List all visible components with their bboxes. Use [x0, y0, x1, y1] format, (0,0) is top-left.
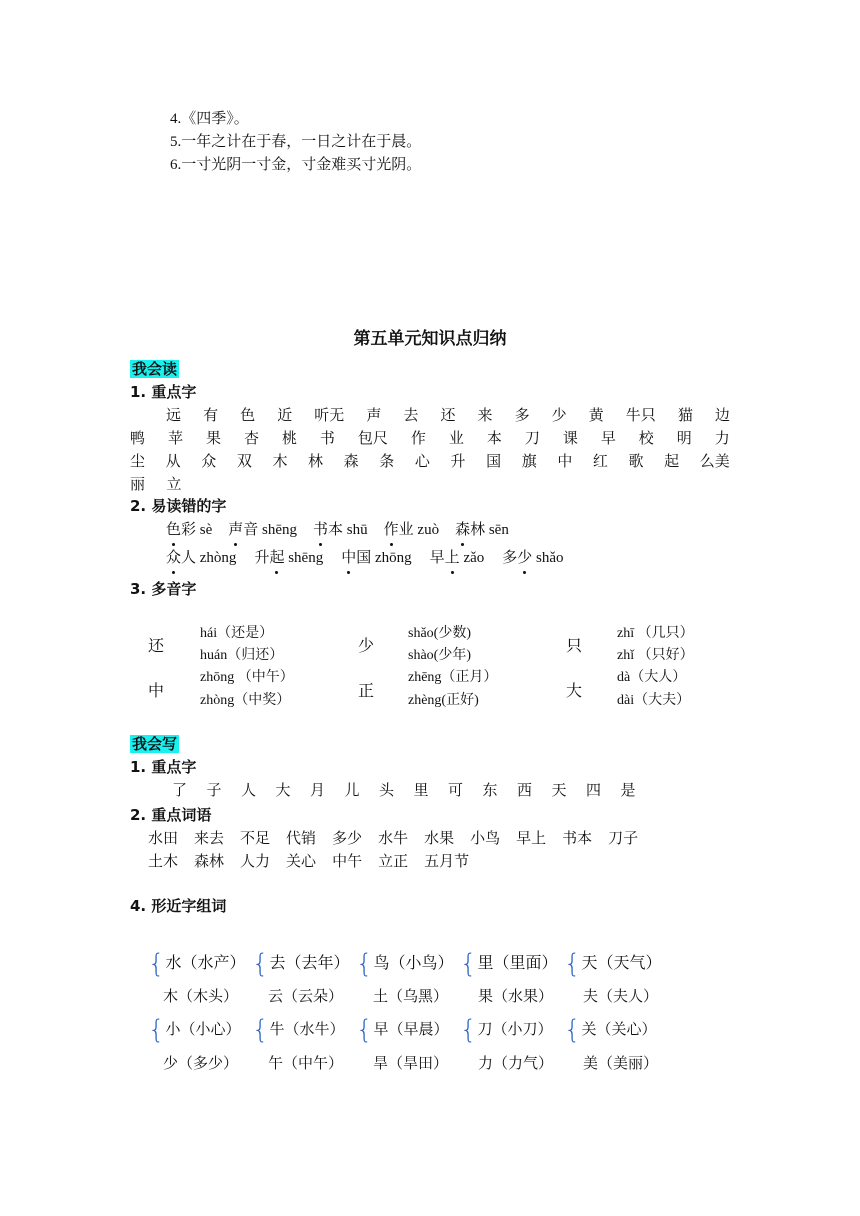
easy-row-1 [166, 518, 525, 539]
brace-icon: { [252, 949, 269, 979]
poly-reading: shào(少年) [408, 648, 471, 663]
easy-item [455, 518, 509, 539]
read-char: 森 [343, 454, 359, 470]
write-key-heading: 1. 重点字 [130, 758, 197, 776]
dotted-char: 森 [455, 518, 470, 539]
write-section-tag [130, 733, 179, 754]
read-char: 果 [205, 431, 221, 447]
read-key-heading: 1. 重点字 [130, 383, 197, 401]
write-char: 头 [379, 783, 395, 799]
brace-icon: { [252, 1015, 269, 1045]
write-char: 东 [482, 783, 498, 799]
word-item: 五月节 [424, 854, 470, 870]
read-char: 作 [410, 431, 426, 447]
read-char: 业 [448, 431, 464, 447]
easy-pinyin: shēng [284, 550, 324, 566]
shape-heading: 4. 形近字组词 [130, 897, 227, 915]
read-char: 木 [272, 454, 288, 470]
poly-heading: 3. 多音字 [130, 580, 197, 598]
shape-cell [583, 1052, 688, 1073]
brace-icon: { [460, 1015, 477, 1045]
shape-cell [583, 985, 688, 1006]
write-key-chars [172, 779, 655, 800]
write-char: 里 [413, 783, 429, 799]
read-char: 书 [319, 431, 335, 447]
brace-icon: { [356, 1015, 373, 1045]
shape-cell [356, 1015, 460, 1045]
read-char: 鸭 [130, 431, 146, 447]
shape-row-2 [163, 985, 688, 1006]
easy-item [166, 546, 236, 567]
write-char: 可 [448, 783, 464, 799]
read-section-tag [130, 358, 179, 379]
word-item: 代销 [286, 831, 317, 847]
shape-word: 午（中午） [268, 1056, 344, 1072]
shape-word: 少（多少） [163, 1056, 239, 1072]
read-char: 声 [366, 408, 382, 424]
read-char: 牛只 [625, 408, 656, 424]
read-char: 还 [440, 408, 456, 424]
poly-reading: shǎo(少数) [408, 626, 471, 641]
read-char: 校 [638, 431, 654, 447]
write-char: 四 [586, 783, 602, 799]
word-item: 早上 [516, 831, 547, 847]
word-item: 来去 [194, 831, 225, 847]
dotted-char: 书 [313, 518, 328, 539]
poly-reading: zhèng(正好) [408, 693, 479, 708]
read-char: 桃 [281, 431, 297, 447]
read-char: 从 [165, 454, 181, 470]
read-row-4 [130, 473, 182, 494]
word-item: 人力 [240, 854, 271, 870]
shape-word: 早（早晨） [373, 1022, 449, 1038]
poly-reading: zhǐ （只好） [617, 648, 694, 663]
write-char: 儿 [344, 783, 360, 799]
read-char: 条 [379, 454, 395, 470]
read-char: 有 [203, 408, 219, 424]
shape-word: 果（水果） [478, 989, 554, 1005]
read-char: 尘 [130, 454, 146, 470]
shape-row-4 [163, 1052, 688, 1073]
write-tag-label: 我会写 [132, 735, 178, 753]
dotted-char: 少 [517, 546, 532, 567]
shape-word: 夫（夫人） [583, 989, 659, 1005]
read-char: 包尺 [357, 431, 388, 447]
brace-icon: { [356, 949, 373, 979]
word-item: 森林 [194, 854, 225, 870]
easy-item [228, 518, 297, 539]
easy-pinyin: zǎo [459, 550, 485, 566]
read-char: 众 [201, 454, 217, 470]
shape-word: 关（关心） [581, 1022, 657, 1038]
read-char: 课 [562, 431, 578, 447]
write-char: 月 [310, 783, 326, 799]
read-char: 国 [486, 454, 502, 470]
poly-reading: zhī （几只） [617, 626, 694, 641]
shape-word: 牛（水牛） [269, 1022, 345, 1038]
easy-pinyin: 人 zhòng [181, 550, 237, 566]
poly-reading: zhōng （中午） [200, 670, 294, 685]
shape-cell [148, 1015, 252, 1045]
shape-cell [564, 1015, 668, 1045]
word-item: 关心 [286, 854, 317, 870]
word-item: 水牛 [378, 831, 409, 847]
shape-word: 小（小心） [165, 1022, 241, 1038]
write-char: 天 [551, 783, 567, 799]
easy-text: 升 [254, 550, 270, 566]
easy-row-2 [166, 546, 582, 567]
word-item: 小鸟 [470, 831, 501, 847]
easy-pinyin: 业 zuò [398, 522, 440, 538]
shape-cell [373, 1052, 478, 1073]
shape-cell [460, 949, 564, 979]
easy-item [254, 546, 323, 567]
shape-word: 旱（旱田） [373, 1056, 449, 1072]
read-char: 明 [676, 431, 692, 447]
top-item-5: 5.一年之计在于春，一日之计在于晨。 [170, 134, 422, 150]
read-char: 林 [308, 454, 324, 470]
read-char: 歌 [628, 454, 644, 470]
shape-cell [252, 949, 356, 979]
words-heading: 2. 重点词语 [130, 806, 212, 824]
read-char: 红 [592, 454, 608, 470]
easy-item [166, 518, 212, 539]
shape-word: 刀（小刀） [477, 1022, 553, 1038]
read-char: 心 [414, 454, 430, 470]
shape-word: 力（力气） [478, 1056, 554, 1072]
read-char: 少 [551, 408, 567, 424]
write-char: 人 [241, 783, 257, 799]
poly-char: 中 [148, 683, 165, 700]
easy-text: 早 [429, 550, 445, 566]
word-item: 中午 [332, 854, 363, 870]
word-item: 刀子 [608, 831, 639, 847]
read-char: 早 [600, 431, 616, 447]
top-item-6: 6.一寸光阴一寸金，寸金难买寸光阴。 [170, 157, 422, 173]
poly-reading: zhēng（正月） [408, 670, 498, 685]
write-char: 是 [620, 783, 636, 799]
read-char: 黄 [588, 408, 604, 424]
easy-pinyin: 本 shū [328, 522, 368, 538]
read-row-3 [130, 450, 730, 471]
read-char: 升 [450, 454, 466, 470]
read-row-1 [166, 404, 730, 425]
shape-word: 天（天气） [581, 955, 662, 972]
word-item: 书本 [562, 831, 593, 847]
shape-cell [148, 949, 252, 979]
write-char: 子 [206, 783, 222, 799]
word-item: 立正 [378, 854, 409, 870]
poly-reading: huán（归还） [200, 648, 284, 663]
read-char: 旗 [521, 454, 537, 470]
dotted-char: 上 [445, 546, 460, 567]
dotted-char: 声 [228, 518, 243, 539]
shape-cell [356, 949, 460, 979]
shape-cell [252, 1015, 356, 1045]
easy-item [341, 546, 411, 567]
shape-word: 土（乌黑） [373, 989, 449, 1005]
read-char: 边 [714, 408, 730, 424]
read-tag-label: 我会读 [132, 360, 178, 378]
shape-cell [268, 1052, 373, 1073]
dotted-char: 众 [166, 546, 181, 567]
word-item: 不足 [240, 831, 271, 847]
easy-item [313, 518, 368, 539]
poly-reading: zhòng（中奖） [200, 693, 291, 708]
shape-word: 里（里面） [477, 955, 558, 972]
read-char: 去 [403, 408, 419, 424]
read-char: 苹 [167, 431, 183, 447]
shape-word: 鸟（小鸟） [373, 955, 454, 972]
brace-icon: { [564, 1015, 581, 1045]
write-char: 了 [172, 783, 188, 799]
read-char: 丽 [130, 477, 146, 493]
read-char: 听无 [314, 408, 345, 424]
brace-icon: { [148, 1015, 165, 1045]
dotted-char: 起 [269, 546, 284, 567]
shape-word: 水（水产） [165, 955, 246, 972]
poly-char: 少 [358, 638, 375, 655]
poly-reading: dà（大人） [617, 670, 687, 685]
poly-char: 只 [566, 638, 583, 655]
words-row-1 [148, 827, 654, 848]
word-item: 多少 [332, 831, 363, 847]
brace-icon: { [460, 949, 477, 979]
shape-cell [478, 1052, 583, 1073]
poly-char: 正 [358, 683, 375, 700]
read-char: 中 [557, 454, 573, 470]
easy-pinyin: shǎo [532, 550, 564, 566]
easy-pinyin: 国 zhōng [356, 550, 412, 566]
read-char: 色 [240, 408, 256, 424]
read-char: 刀 [524, 431, 540, 447]
easy-item [430, 546, 485, 567]
shape-word: 木（木头） [163, 989, 239, 1005]
read-char: 猫 [677, 408, 693, 424]
shape-row-1 [148, 949, 668, 979]
read-char: 多 [514, 408, 530, 424]
read-char: 立 [166, 477, 182, 493]
read-char: 双 [236, 454, 252, 470]
shape-cell [163, 1052, 268, 1073]
easy-text: 多 [502, 550, 518, 566]
poly-char: 还 [148, 638, 165, 655]
read-char: 杏 [243, 431, 259, 447]
brace-icon: { [148, 949, 165, 979]
shape-cell [478, 985, 583, 1006]
read-char: 力 [714, 431, 730, 447]
easy-item [384, 518, 439, 539]
dotted-char: 色 [166, 518, 181, 539]
shape-cell [268, 985, 373, 1006]
read-char: 么美 [699, 454, 730, 470]
easy-heading: 2. 易读错的字 [130, 497, 227, 515]
write-char: 大 [275, 783, 291, 799]
read-char: 起 [664, 454, 680, 470]
shape-word: 去（去年） [269, 955, 350, 972]
dotted-char: 作 [384, 518, 399, 539]
read-char: 远 [166, 408, 182, 424]
brace-icon: { [564, 949, 581, 979]
word-item: 水田 [148, 831, 179, 847]
words-row-2 [148, 850, 485, 871]
read-char: 近 [277, 408, 293, 424]
top-item-4: 4.《四季》。 [170, 111, 249, 127]
easy-pinyin: 音 shēng [243, 522, 298, 538]
shape-row-3 [148, 1015, 668, 1045]
poly-reading: hái（还是） [200, 626, 274, 641]
shape-cell [460, 1015, 564, 1045]
shape-word: 美（美丽） [583, 1056, 659, 1072]
page-title: 第五单元知识点归纳 [353, 329, 507, 349]
word-item: 土木 [148, 854, 179, 870]
word-item: 水果 [424, 831, 455, 847]
read-char: 来 [477, 408, 493, 424]
dotted-char: 中 [341, 546, 356, 567]
shape-cell [564, 949, 668, 979]
read-char: 本 [486, 431, 502, 447]
easy-pinyin: 彩 sè [181, 522, 213, 538]
poly-char: 大 [566, 683, 583, 700]
shape-cell [163, 985, 268, 1006]
shape-word: 云（云朵） [268, 989, 344, 1005]
read-row-2 [130, 427, 730, 448]
shape-cell [373, 985, 478, 1006]
write-char: 西 [517, 783, 533, 799]
easy-pinyin: 林 sēn [470, 522, 509, 538]
poly-reading: dài（大夫） [617, 693, 691, 708]
easy-item [502, 546, 563, 567]
